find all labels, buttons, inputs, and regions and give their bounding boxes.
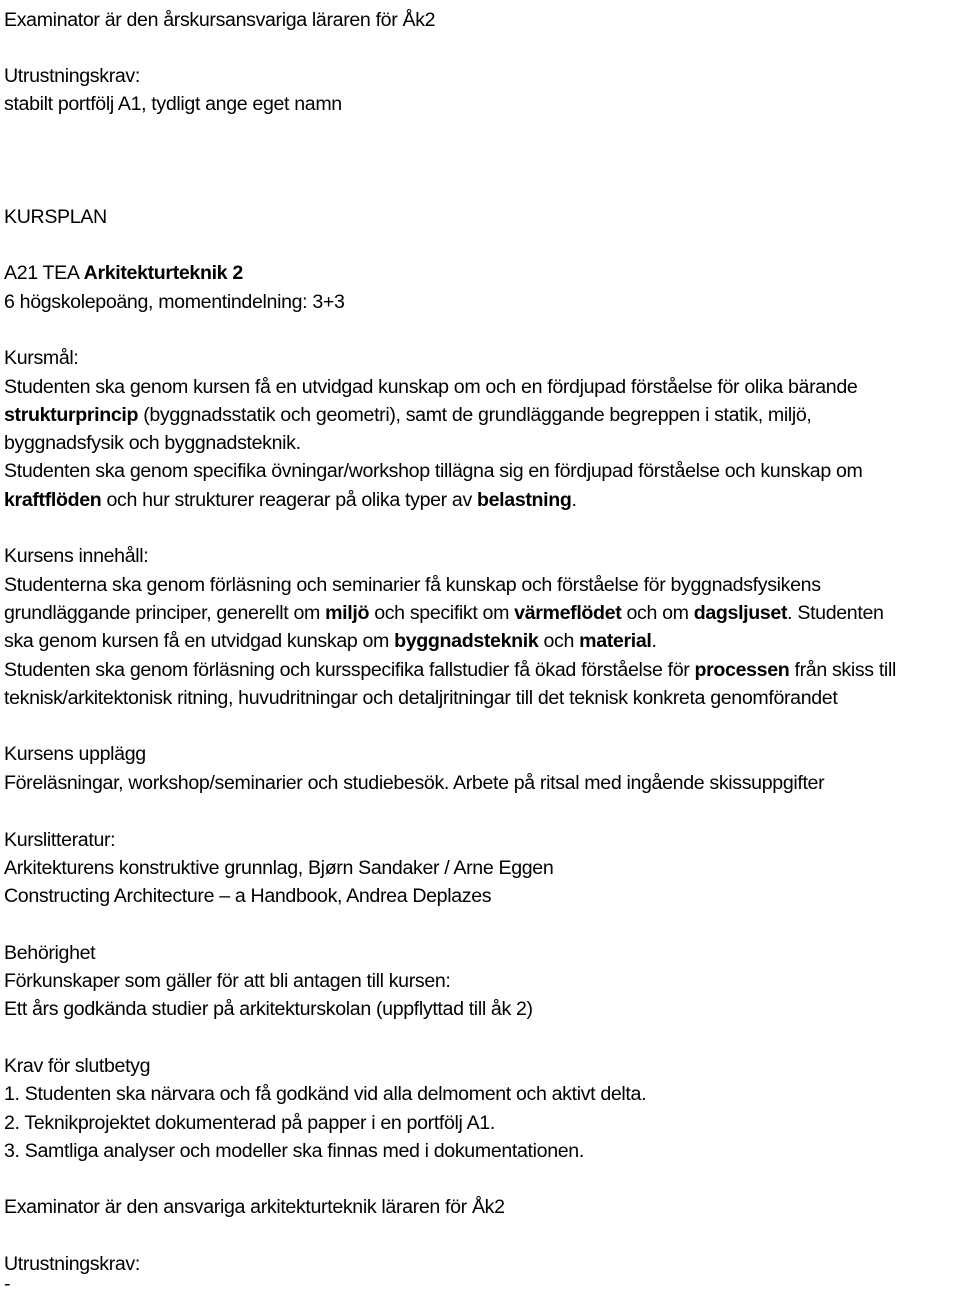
equipment-text: stabilt portfölj A1, tydligt ange eget namn: [4, 93, 342, 115]
content-line-3-text-3: .: [651, 630, 657, 652]
content-line-4: [4, 656, 896, 684]
footer-equipment-text: -: [4, 1273, 11, 1295]
goals-line-5-text: och hur strukturer reagerar på olika typer av: [101, 489, 478, 511]
content-bold-miljo: miljö: [325, 602, 370, 624]
examiner-line: Examinator är den årskursansvariga läraren för Åk2: [4, 9, 436, 31]
content-line-3-text-2: och: [538, 630, 580, 652]
content-line-5: teknisk/arkitektonisk ritning, huvudritningar och detaljritningar till det teknisk konkreta genomförandet: [4, 687, 838, 709]
footer-equipment-heading: Utrustningskrav:: [4, 1253, 140, 1275]
content-line-2-text-2: och specifikt om: [369, 602, 515, 624]
goals-line-5-end: .: [571, 489, 577, 511]
content-bold-byggnadsteknik: byggnadsteknik: [394, 630, 539, 652]
structure-text: Föreläsningar, workshop/seminarier och studiebesök. Arbete på ritsal med ingående skissuppgifter: [4, 772, 825, 794]
literature-heading: Kurslitteratur:: [4, 829, 116, 851]
eligibility-line-2: Ett års godkända studier på arkitekturskolan (uppflyttad till åk 2): [4, 998, 533, 1020]
content-line-4-text-2: från skiss till: [789, 659, 896, 681]
content-heading: Kursens innehåll:: [4, 545, 149, 567]
content-bold-varmeflodet: värmeflödet: [514, 602, 622, 624]
content-line-3-text-1: ska genom kursen få en utvidgad kunskap om: [4, 630, 395, 652]
footer-examiner-line: Examinator är den ansvariga arkitekturteknik läraren för Åk2: [4, 1196, 505, 1218]
course-code: A21 TEA: [4, 262, 79, 284]
course-title-line: [4, 259, 243, 287]
content-line-2-text-4: . Studenten: [787, 602, 884, 624]
grading-heading: Krav för slutbetyg: [4, 1055, 151, 1077]
kursplan-title: KURSPLAN: [4, 206, 107, 228]
goals-heading: Kursmål:: [4, 347, 79, 369]
grading-item-1: 1. Studenten ska närvara och få godkänd vid alla delmoment och aktivt delta.: [4, 1083, 647, 1105]
goals-line-5: [4, 486, 577, 514]
structure-heading: Kursens upplägg: [4, 743, 146, 765]
content-line-2: [4, 599, 884, 627]
goals-line-2-text: (byggnadsstatik och geometri), samt de grundläggande begreppen i statik, miljö,: [138, 404, 812, 426]
eligibility-line-1: Förkunskaper som gäller för att bli antagen till kursen:: [4, 970, 451, 992]
goals-line-2: [4, 401, 812, 429]
goals-bold-kraftfloden: kraftflöden: [4, 489, 102, 511]
goals-bold-strukturprincip: strukturprincip: [4, 404, 139, 426]
goals-bold-belastning: belastning: [477, 489, 572, 511]
literature-item-1: Arkitekturens konstruktive grunnlag, Bjørn Sandaker / Arne Eggen: [4, 857, 554, 879]
course-name: Arkitekturteknik 2: [83, 262, 243, 284]
content-bold-material: material: [579, 630, 652, 652]
content-line-2-text-1: grundläggande principer, generellt om: [4, 602, 326, 624]
equipment-heading: Utrustningskrav:: [4, 65, 140, 87]
content-line-3: [4, 627, 657, 655]
goals-line-3: byggnadsfysik och byggnadsteknik.: [4, 432, 301, 454]
grading-item-2: 2. Teknikprojektet dokumenterad på papper i en portfölj A1.: [4, 1112, 495, 1134]
eligibility-heading: Behörighet: [4, 942, 96, 964]
grading-item-3: 3. Samtliga analyser och modeller ska finnas med i dokumentationen.: [4, 1140, 584, 1162]
content-bold-processen: processen: [694, 659, 790, 681]
goals-line-1: Studenten ska genom kursen få en utvidgad kunskap om och en fördjupad förståelse för olika bärande: [4, 376, 858, 398]
course-credits: 6 högskolepoäng, momentindelning: 3+3: [4, 291, 345, 313]
content-line-4-text-1: Studenten ska genom förläsning och kursspecifika fallstudier få ökad förståelse för: [4, 659, 695, 681]
content-line-1: Studenterna ska genom förläsning och seminarier få kunskap och förståelse för byggnadsfysikens: [4, 574, 821, 596]
literature-item-2: Constructing Architecture – a Handbook, Andrea Deplazes: [4, 885, 492, 907]
content-bold-dagsljuset: dagsljuset: [693, 602, 788, 624]
goals-line-4: Studenten ska genom specifika övningar/workshop tillägna sig en fördjupad förståelse och kunskap om: [4, 460, 863, 482]
content-line-2-text-3: och om: [621, 602, 694, 624]
